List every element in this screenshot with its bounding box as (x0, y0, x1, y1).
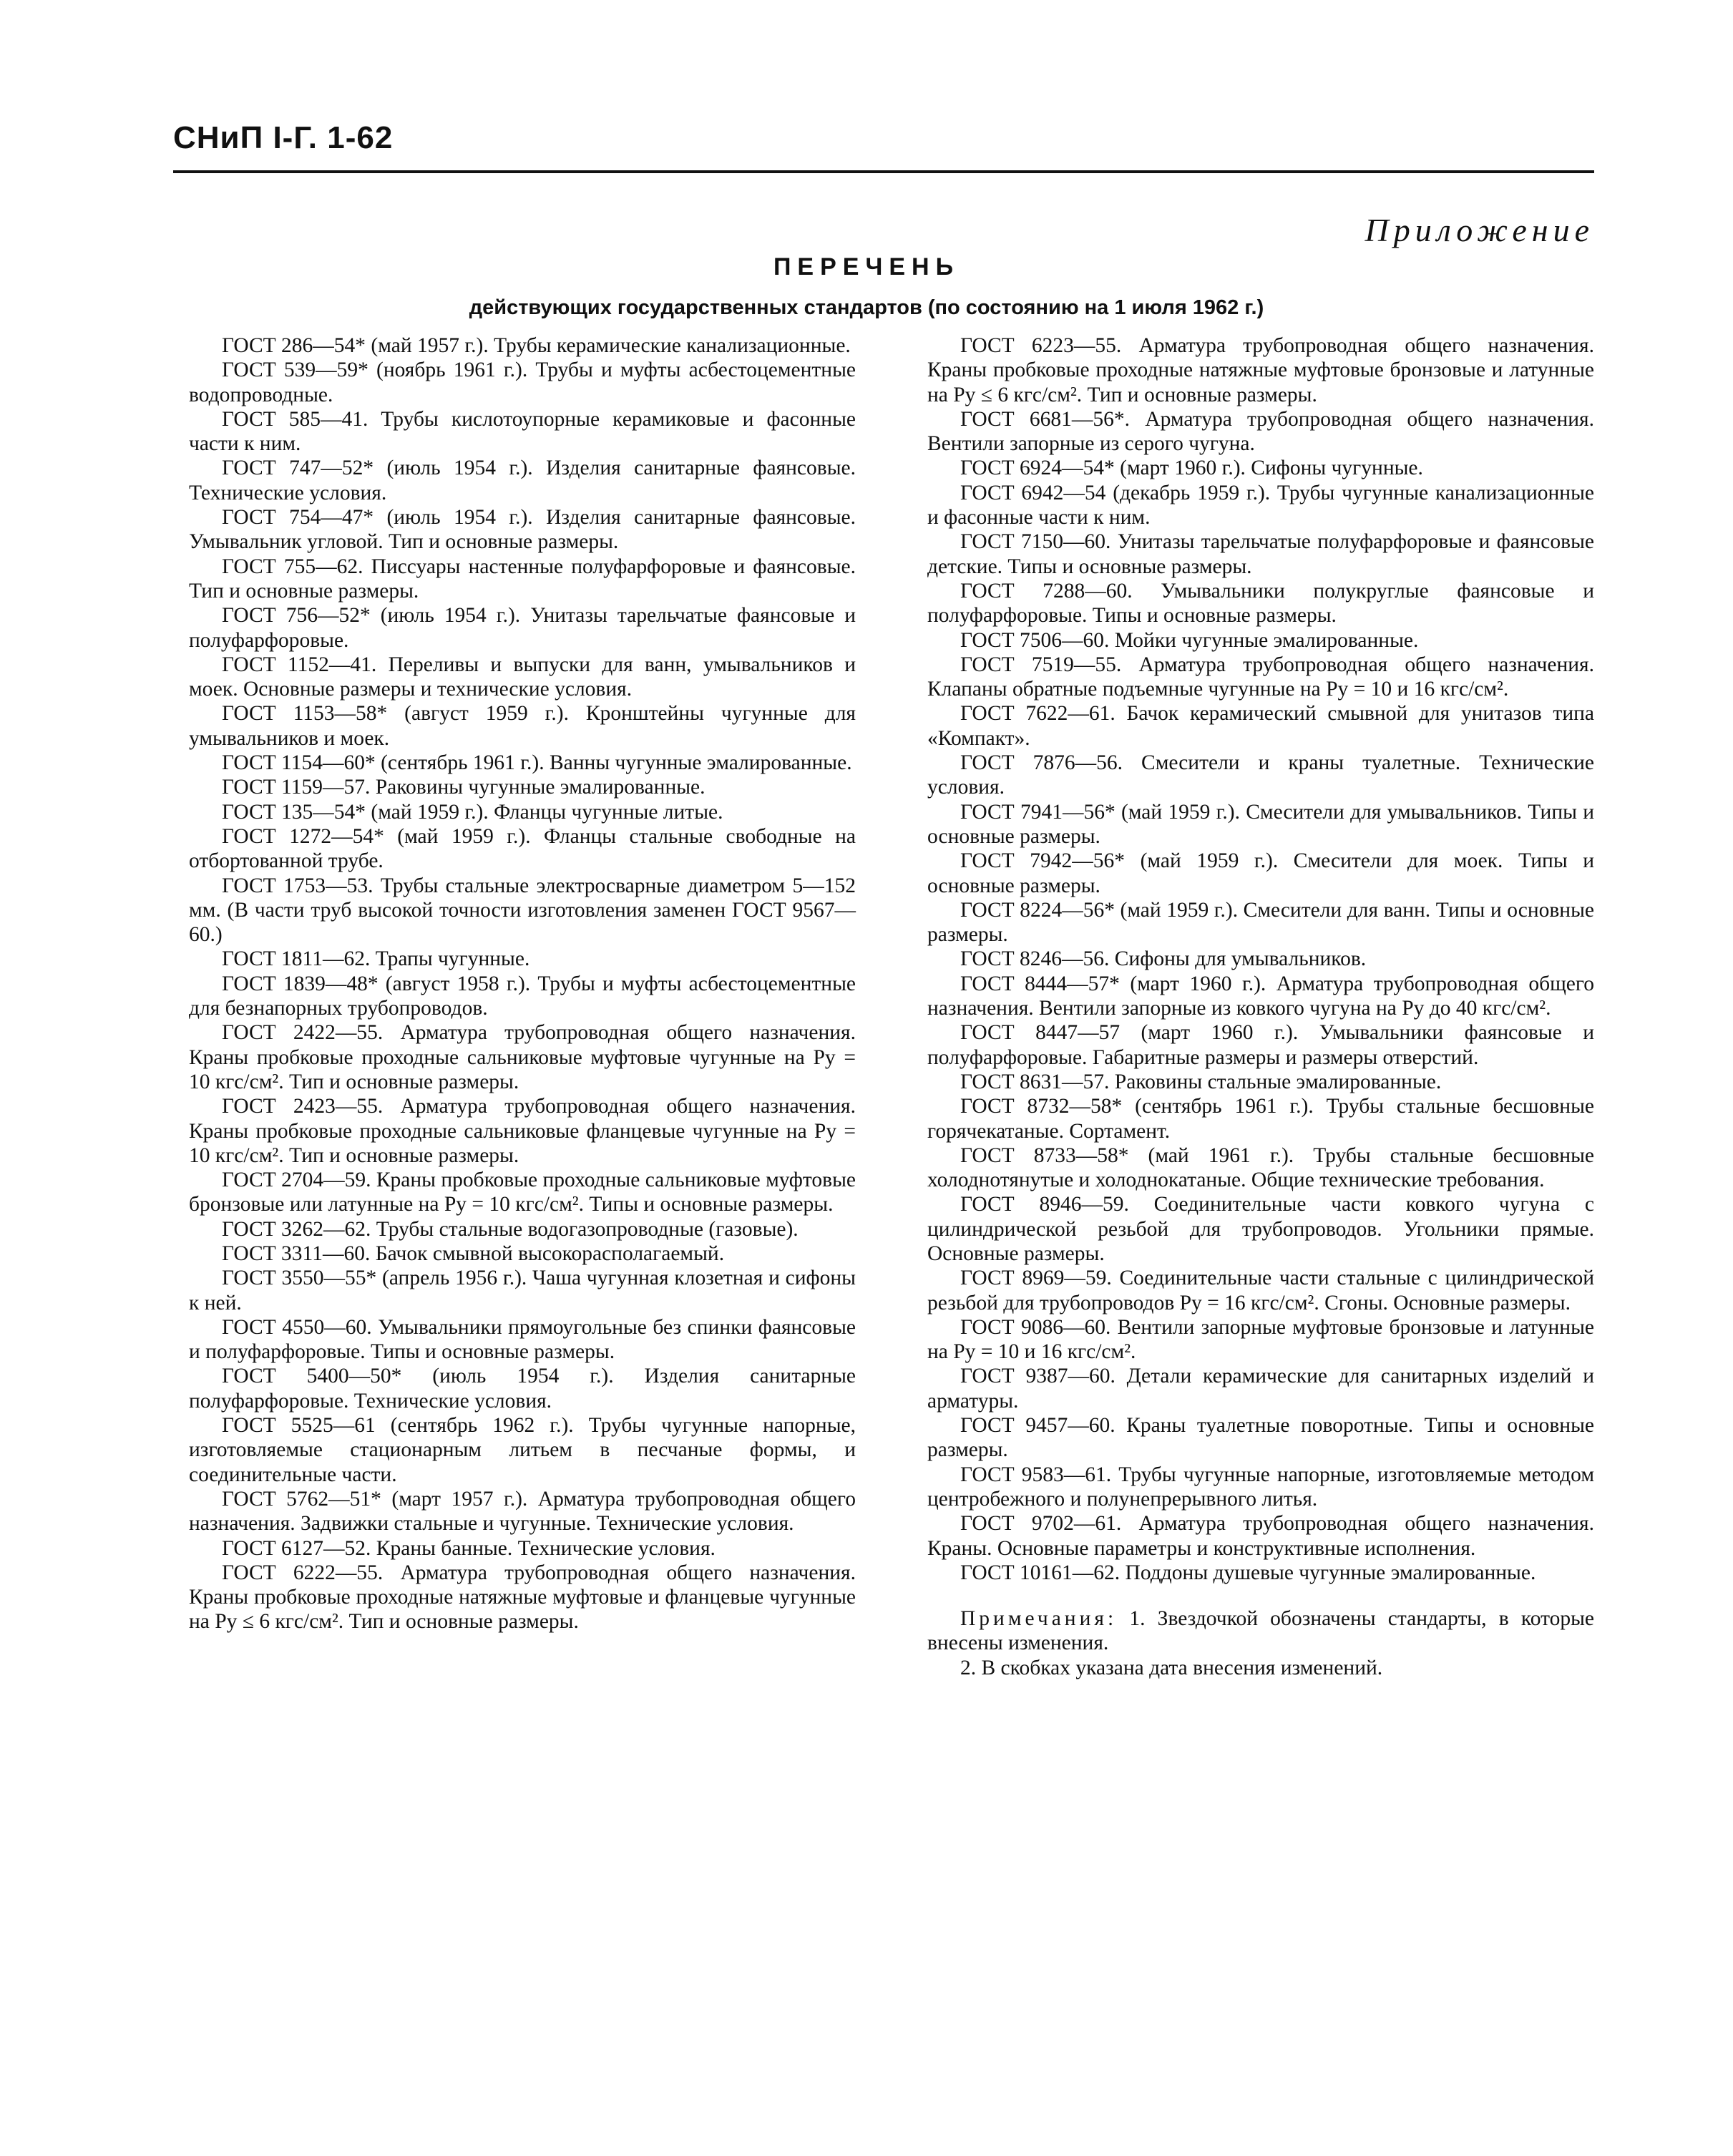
standard-entry: ГОСТ 3311—60. Бачок смывной высокорасполагаемый. (222, 1242, 725, 1265)
standard-entry: ГОСТ 5525—61 (сентябрь 1962 г.). Трубы чугунные напорные, изготовляемые стационарным литьем в песчаные формы, и соединительные части. (189, 1414, 856, 1486)
standard-entry: ГОСТ 6223—55. Арматура трубопроводная общего назначения. Краны пробковые проходные натяжные муфтовые бронзовые и латунные на Pу ≤ 6 кгс/см². Тип и основные размеры. (927, 334, 1594, 406)
standard-entry: ГОСТ 286—54* (май 1957 г.). Трубы керамические канализационные. (222, 334, 851, 357)
standard-entry: ГОСТ 3550—55* (апрель 1956 г.). Чаша чугунная клозетная и сифоны к ней. (189, 1267, 856, 1314)
standard-entry: ГОСТ 6924—54* (март 1960 г.). Сифоны чугунные. (960, 457, 1423, 480)
standard-entry: ГОСТ 1159—57. Раковины чугунные эмалированные. (222, 776, 706, 799)
standard-entry: ГОСТ 7506—60. Мойки чугунные эмалированные. (960, 628, 1419, 652)
standard-entry: ГОСТ 8969—59. Соединительные части стальные с цилиндрической резьбой для трубопроводов Pу = 16 кгс/см². Сгоны. Основные размеры. (927, 1267, 1594, 1314)
standard-entry: ГОСТ 1154—60* (сентябрь 1961 г.). Ванны чугунные эмалированные. (222, 751, 852, 775)
standard-entry: ГОСТ 8733—58* (май 1961 г.). Трубы стальные бесшовные холоднотянутые и холоднокатаные. Общие технические требования. (927, 1143, 1594, 1192)
standard-entry: ГОСТ 8631—57. Раковины стальные эмалированные. (960, 1070, 1442, 1093)
standard-entry: ГОСТ 6942—54 (декабрь 1959 г.). Трубы чугунные канализационные и фасонные части к ним. (927, 481, 1594, 530)
standard-entry: ГОСТ 9583—61. Трубы чугунные напорные, изготовляемые методом центробежного и полунепрерывного литья. (927, 1463, 1594, 1511)
standard-entry: ГОСТ 8732—58* (сентябрь 1961 г.). Трубы стальные бесшовные горячекатаные. Сортамент. (927, 1095, 1594, 1143)
header-rule (173, 170, 1594, 173)
standard-entry: ГОСТ 9086—60. Вентили запорные муфтовые бронзовые и латунные на Pу = 10 и 16 кгс/см². (927, 1315, 1594, 1364)
standard-entry: ГОСТ 4550—60. Умывальники прямоугольные без спинки фаянсовые и полуфарфоровые. Типы и основные размеры. (189, 1315, 856, 1364)
standard-entry: ГОСТ 2704—59. Краны пробковые проходные сальниковые муфтовые бронзовые или латунные на Pу = 10 кгс/см². Типы и основные размеры. (189, 1169, 856, 1216)
standard-entry: ГОСТ 8946—59. Соединительные части ковкого чугуна с цилиндрической резьбой для трубопроводов. Угольники прямые. Основные размеры. (927, 1193, 1594, 1265)
standard-entry: ГОСТ 754—47* (июль 1954 г.). Изделия санитарные фаянсовые. Умывальник угловой. Тип и основные размеры. (189, 506, 856, 554)
standard-entry: ГОСТ 8447—57 (март 1960 г.). Умывальники фаянсовые и полуфарфоровые. Габаритные размеры и размеры отверстий. (927, 1021, 1594, 1069)
note-1 (927, 1606, 1594, 1656)
standard-entry: ГОСТ 6222—55. Арматура трубопроводная общего назначения. Краны пробковые проходные натяжные муфтовые и фланцевые чугунные на Pу ≤ 6 кгс/см². Тип и основные размеры. (189, 1561, 856, 1634)
standard-entry: ГОСТ 6127—52. Краны банные. Технические условия. (222, 1536, 716, 1560)
standard-entry: ГОСТ 9387—60. Детали керамические для санитарных изделий и арматуры. (927, 1365, 1594, 1413)
standard-entry: ГОСТ 135—54* (май 1959 г.). Фланцы чугунные литые. (222, 800, 723, 824)
standard-entry: ГОСТ 755—62. Писсуары настенные полуфарфоровые и фаянсовые. Тип и основные размеры. (189, 555, 856, 603)
standard-entry: ГОСТ 2422—55. Арматура трубопроводная общего назначения. Краны пробковые проходные сальниковые муфтовые чугунные на Pу = 10 кгс/см². Тип и основные размеры. (189, 1021, 856, 1093)
standard-entry: ГОСТ 9702—61. Арматура трубопроводная общего назначения. Краны. Основные параметры и конструктивные исполнения. (927, 1512, 1594, 1560)
standard-entry: ГОСТ 5762—51* (март 1957 г.). Арматура трубопроводная общего назначения. Задвижки стальные и чугунные. Технические условия. (189, 1487, 856, 1536)
standard-entry: ГОСТ 1753—53. Трубы стальные электросварные диаметром 5—152 мм. (В части труб высокой точности изготовления заменен ГОСТ 9567—60.) (189, 874, 856, 947)
standard-entry: ГОСТ 3262—62. Трубы стальные водогазопроводные (газовые). (222, 1217, 799, 1241)
list-title: ПЕРЕЧЕНЬ (773, 253, 960, 281)
notes-label: Примечания: (960, 1607, 1118, 1631)
standard-entry: ГОСТ 5400—50* (июль 1954 г.). Изделия санитарные полуфарфоровые. Технические условия. (189, 1365, 856, 1413)
standard-entry: ГОСТ 9457—60. Краны туалетные поворотные. Типы и основные размеры. (927, 1414, 1594, 1462)
document-code: СНиП I-Г. 1-62 (173, 120, 394, 155)
standard-entry: ГОСТ 7876—56. Смесители и краны туалетные. Технические условия. (927, 751, 1594, 799)
right-column-entries (927, 333, 1594, 1585)
standard-entry: ГОСТ 6681—56*. Арматура трубопроводная общего назначения. Вентили запорные из серого чугуна. (927, 407, 1594, 456)
note-2: 2. В скобках указана дата внесения изменений. (960, 1656, 1383, 1679)
standard-entry: ГОСТ 8246—56. Сифоны для умывальников. (960, 947, 1367, 971)
standard-entry: ГОСТ 8444—57* (март 1960 г.). Арматура трубопроводная общего назначения. Вентили запорные из ковкого чугуна на Pу до 40 кгс/см². (927, 972, 1594, 1020)
standard-entry: ГОСТ 1153—58* (август 1959 г.). Кронштейны чугунные для умывальников и моек. (189, 702, 856, 750)
standard-entry: ГОСТ 539—59* (ноябрь 1961 г.). Трубы и муфты асбестоцементные водопроводные. (189, 358, 856, 406)
standard-entry: ГОСТ 7942—56* (май 1959 г.). Смесители для моек. Типы и основные размеры. (927, 849, 1594, 897)
note-1-text: 1. Звездочкой обозначены стандарты, в которые внесены изменения. (927, 1607, 1595, 1655)
standard-entry: ГОСТ 1811—62. Трапы чугунные. (222, 947, 530, 971)
list-subtitle: действующих государственных стандартов (по состоянию на 1 июля 1962 г.) (469, 296, 1264, 319)
standard-entry: ГОСТ 8224—56* (май 1959 г.). Смесители для ванн. Типы и основные размеры. (927, 898, 1594, 947)
appendix-label: Приложение (1365, 212, 1594, 248)
standard-entry: ГОСТ 1839—48* (август 1958 г.). Трубы и муфты асбестоцементные для безнапорных трубопроводов. (189, 972, 856, 1020)
standard-entry: ГОСТ 10161—62. Поддоны душевые чугунные эмалированные. (960, 1561, 1536, 1584)
standard-entry: ГОСТ 756—52* (июль 1954 г.). Унитазы тарельчатые фаянсовые и полуфарфоровые. (189, 604, 856, 652)
standard-entry: ГОСТ 747—52* (июль 1954 г.). Изделия санитарные фаянсовые. Технические условия. (189, 457, 856, 504)
standard-entry: ГОСТ 7622—61. Бачок керамический смывной для унитазов типа «Компакт». (927, 702, 1594, 750)
left-column (189, 333, 856, 1634)
standard-entry: ГОСТ 585—41. Трубы кислотоупорные керамиковые и фасонные части к ним. (189, 407, 856, 456)
standard-entry: ГОСТ 7941—56* (май 1959 г.). Смесители для умывальников. Типы и основные размеры. (927, 800, 1594, 848)
notes (927, 1606, 1594, 1680)
standard-entry: ГОСТ 7150—60. Унитазы тарельчатые полуфарфоровые и фаянсовые детские. Типы и основные размеры. (927, 530, 1594, 578)
standard-entry: ГОСТ 1272—54* (май 1959 г.). Фланцы стальные свободные на отбортованной трубе. (189, 824, 856, 873)
standard-entry: ГОСТ 1152—41. Переливы и выпуски для ванн, умывальников и моек. Основные размеры и технические условия. (189, 653, 856, 701)
standard-entry: ГОСТ 7288—60. Умывальники полукруглые фаянсовые и полуфарфоровые. Типы и основные размеры. (927, 579, 1594, 628)
right-column (927, 333, 1594, 1680)
standard-entry: ГОСТ 7519—55. Арматура трубопроводная общего назначения. Клапаны обратные подъемные чугунные на Pу = 10 и 16 кгс/см². (927, 653, 1594, 701)
standard-entry: ГОСТ 2423—55. Арматура трубопроводная общего назначения. Краны пробковые проходные сальниковые фланцевые чугунные на Pу = 10 кгс/см². Тип и основные размеры. (189, 1095, 856, 1167)
